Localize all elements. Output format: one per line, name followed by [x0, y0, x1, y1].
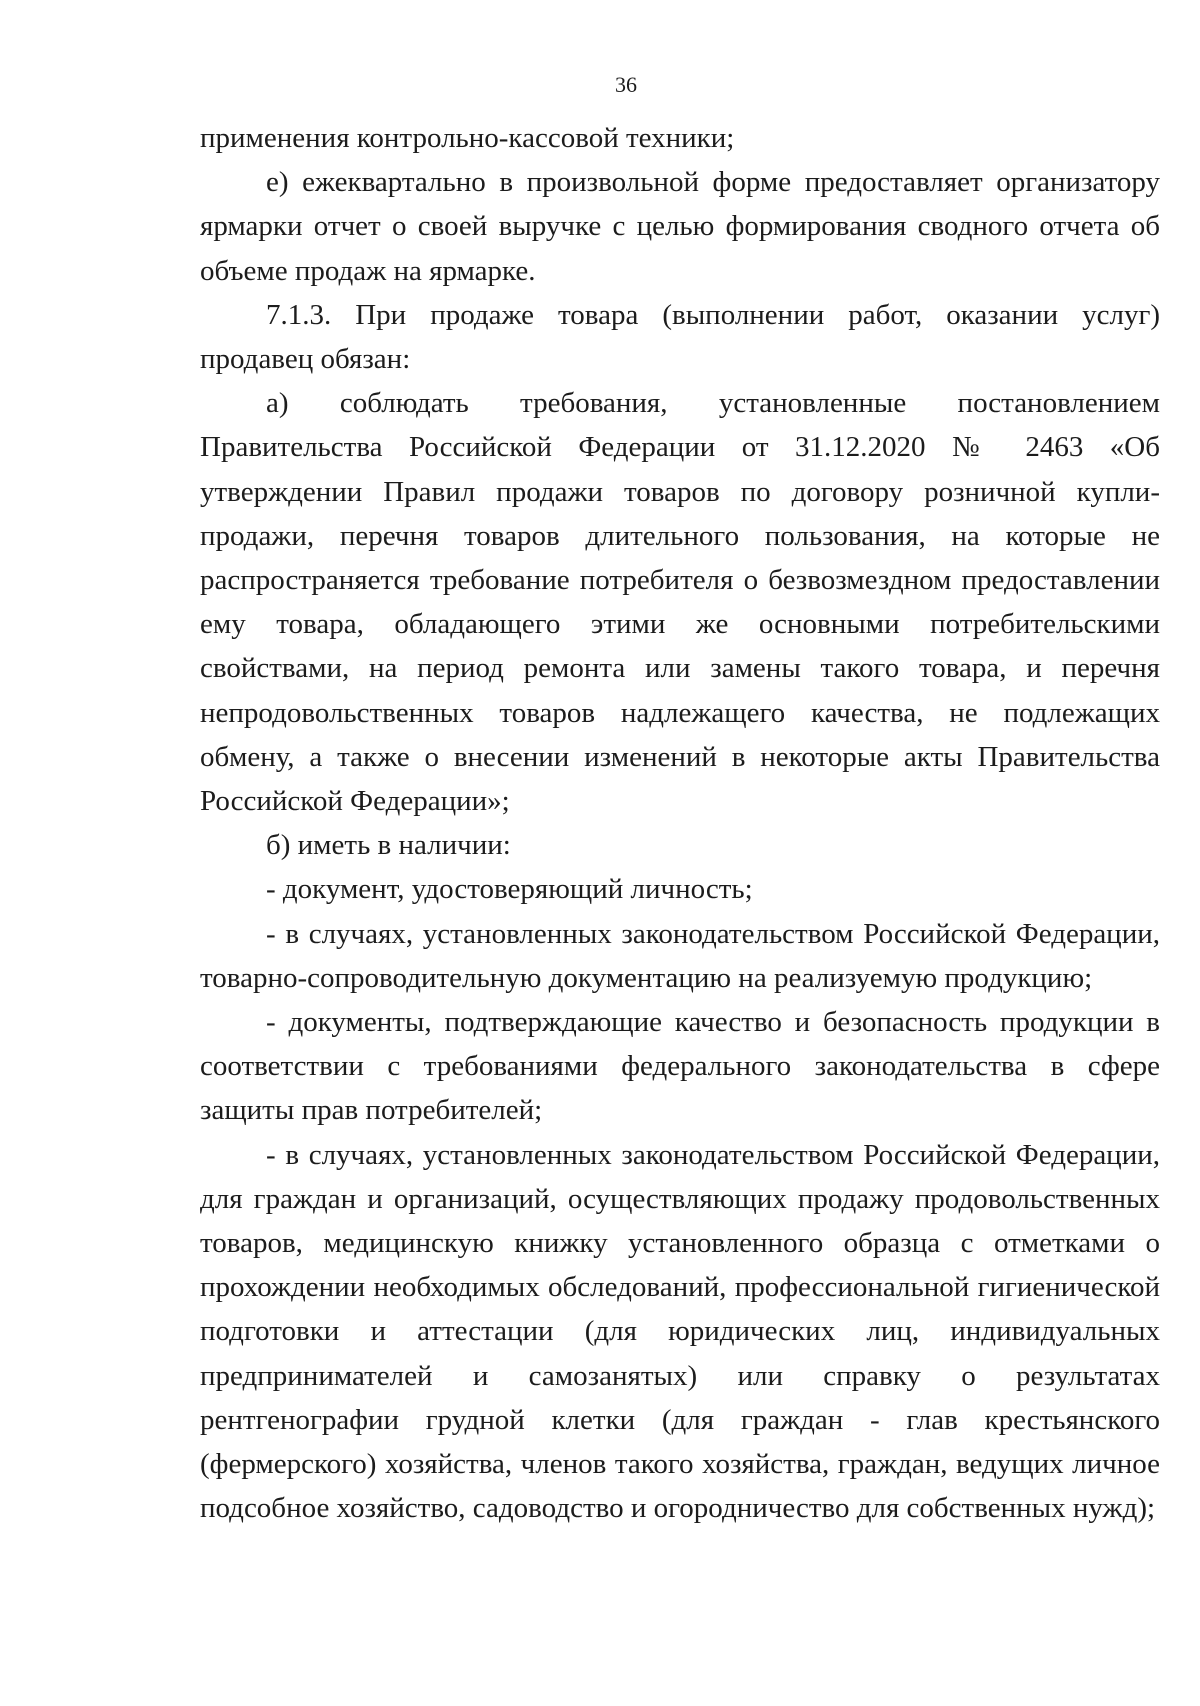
- list-item-quality-documents: - документы, подтверждающие качество и безопасность продукции в соответствии с требованиями федерального законодательства в сфере защиты прав потребителей;: [200, 1006, 1160, 1127]
- list-item-shipping-documentation: - в случаях, установленных законодательством Российской Федерации, товарно-сопроводительную документацию на реализуемую продукцию;: [200, 917, 1160, 994]
- paragraph-item-e-quarterly-report: е) ежеквартально в произвольной форме предоставляет организатору ярмарки отчет о своей выручке с целью формирования сводного отчета об объеме продаж на ярмарке.: [200, 166, 1160, 287]
- paragraph-continuation-kkt: применения контрольно-кассовой техники;: [200, 122, 735, 154]
- paragraph-item-a-requirements: а) соблюдать требования, установленные постановлением Правительства Российской Федерации от 31.12.2020 № 2463 «Об утверждении Правил продажи товаров по договору розничной купли-продажи, перечня товаров длительного пользования, на которые не распространяется требование потребителя о безвозмездном предоставлении ему товара, обладающего этими же основными потребительскими свойствами, на период ремонта или замены такого товара, и перечня непродовольственных товаров надлежащего качества, не подлежащих обмену, а также о внесении изменений в некоторые акты Правительства Российской Федерации»;: [200, 387, 1160, 818]
- document-body: [200, 116, 1160, 1531]
- paragraph-section-7-1-3: 7.1.3. При продаже товара (выполнении работ, оказании услуг) продавец обязан:: [200, 298, 1160, 376]
- page-number: 36: [615, 72, 637, 97]
- list-item-medical-book: - в случаях, установленных законодательством Российской Федерации, для граждан и организаций, осуществляющих продажу продовольственных товаров, медицинскую книжку установленного образца с отметками о прохождении необходимых обследований, профессиональной гигиенической подготовки и аттестации (для юридических лиц, индивидуальных предпринимателей и самозанятых) или справку о результатах рентгенографии грудной клетки (для граждан - глав крестьянского (фермерского) хозяйства, членов такого хозяйства, граждан, ведущих личное подсобное хозяйство, садоводство и огородничество для собственных нужд);: [200, 1138, 1160, 1525]
- list-item-identity-document: - документ, удостоверяющий личность;: [266, 873, 753, 906]
- paragraph-item-b-have-available: б) иметь в наличии:: [266, 829, 511, 862]
